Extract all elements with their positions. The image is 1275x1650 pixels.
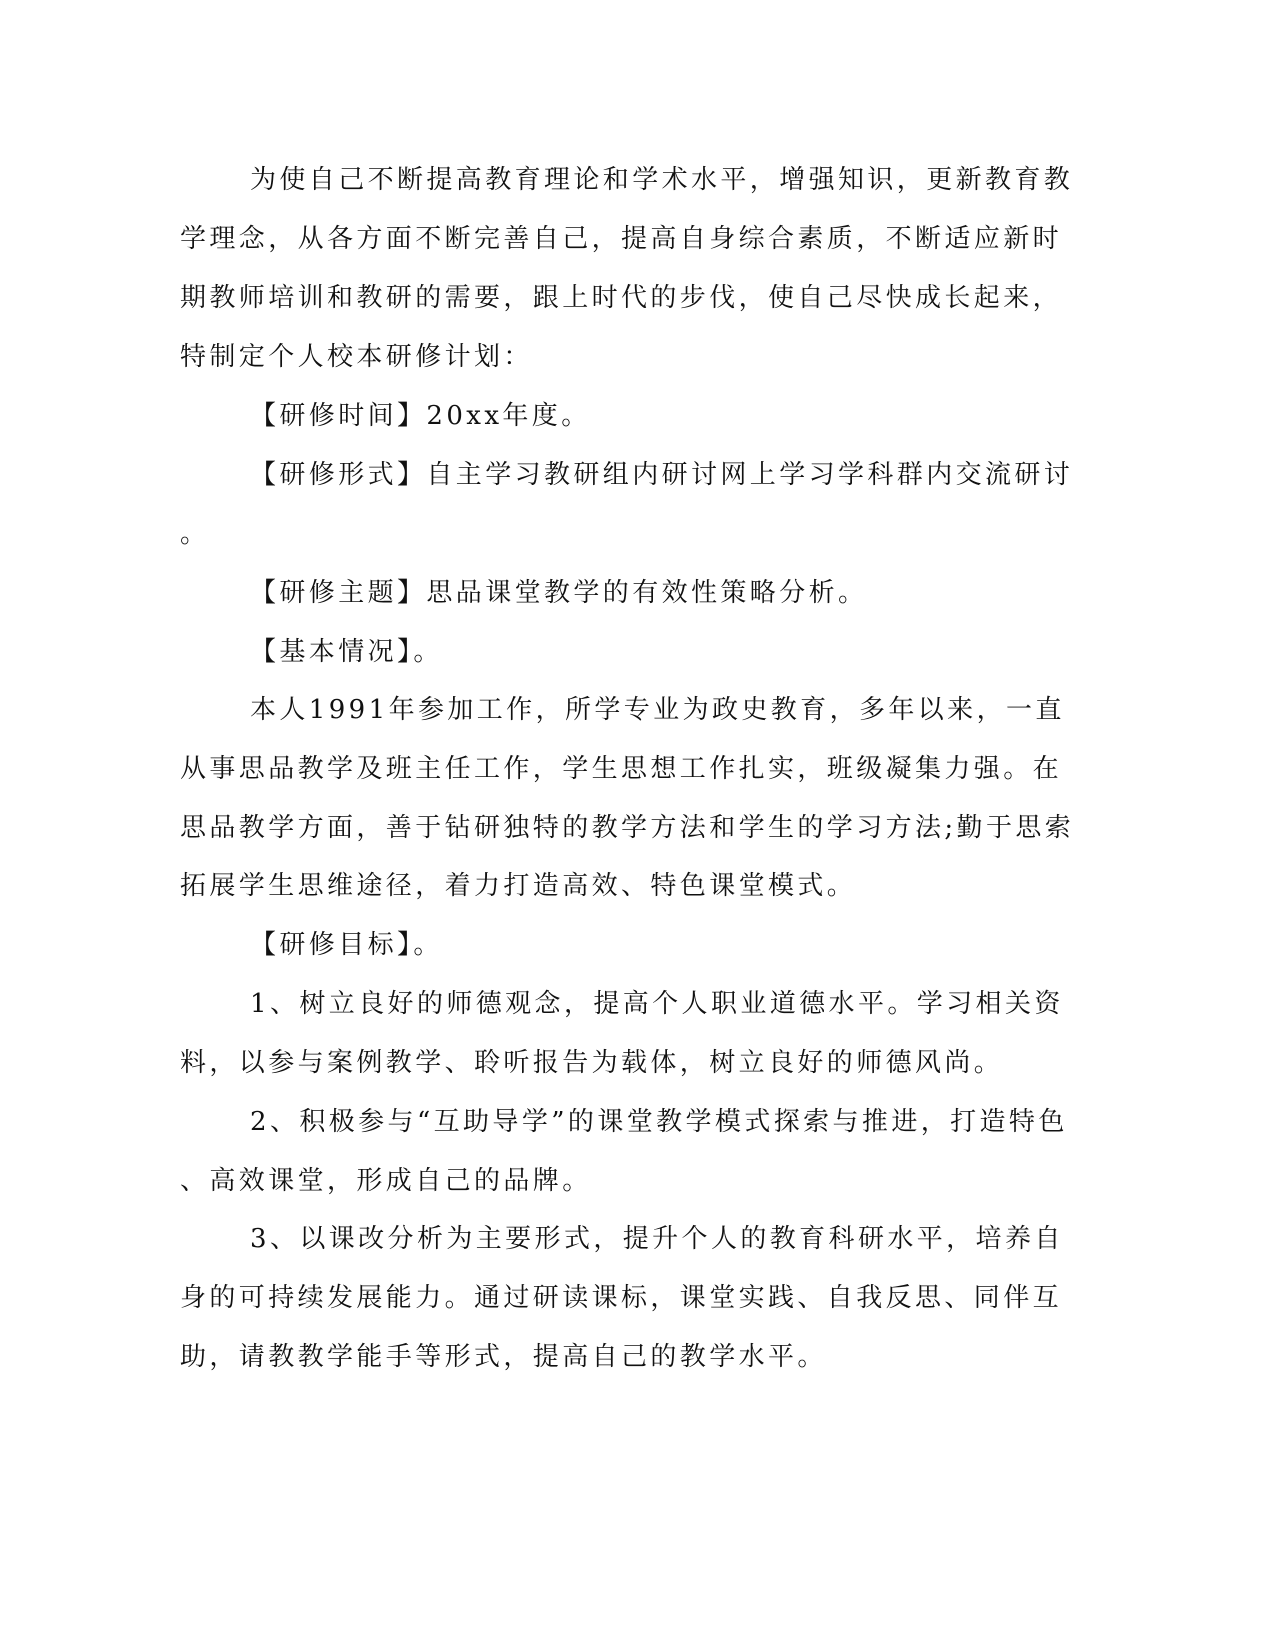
text-line: 【研修时间】20xx年度。 [250, 401, 591, 431]
text-line: 【研修主题】思品课堂教学的有效性策略分析。 [250, 578, 868, 608]
text-line: 期教师培训和教研的需要，跟上时代的步伐，使自己尽快成长起来， [180, 283, 1063, 313]
text-line: 助，请教教学能手等形式，提高自己的教学水平。 [180, 1342, 827, 1372]
text-line: 从事思品教学及班主任工作，学生思想工作扎实，班级凝集力强。在 [180, 754, 1063, 784]
text-line: 2、积极参与“互助导学”的课堂教学模式探索与推进，打造特色 [250, 1107, 1068, 1137]
text-line: 学理念，从各方面不断完善自己，提高自身综合素质，不断适应新时 [180, 224, 1063, 254]
text-line: 料，以参与案例教学、聆听报告为载体，树立良好的师德风尚。 [180, 1048, 1004, 1078]
text-line: 身的可持续发展能力。通过研读课标，课堂实践、自我反思、同伴互 [180, 1283, 1063, 1313]
text-line: 【研修目标】。 [250, 930, 443, 960]
text-line: 思品教学方面，善于钻研独特的教学方法和学生的学习方法;勤于思索 [180, 813, 1075, 843]
text-line: 为使自己不断提高教育理论和学术水平，增强知识，更新教育教 [250, 165, 1074, 195]
text-line: 1、树立良好的师德观念，提高个人职业道德水平。学习相关资 [250, 989, 1064, 1019]
text-line: 。 [180, 519, 210, 549]
text-line: 特制定个人校本研修计划： [180, 342, 533, 372]
text-line: 3、以课改分析为主要形式，提升个人的教育科研水平，培养自 [250, 1224, 1064, 1254]
text-line: 【研修形式】自主学习教研组内研讨网上学习学科群内交流研讨 [250, 460, 1074, 490]
text-line: 【基本情况】。 [250, 637, 443, 667]
text-line: 拓展学生思维途径，着力打造高效、特色课堂模式。 [180, 871, 857, 901]
text-line: 、高效课堂，形成自己的品牌。 [180, 1166, 592, 1196]
text-line: 本人1991年参加工作，所学专业为政史教育，多年以来，一直 [250, 695, 1065, 725]
